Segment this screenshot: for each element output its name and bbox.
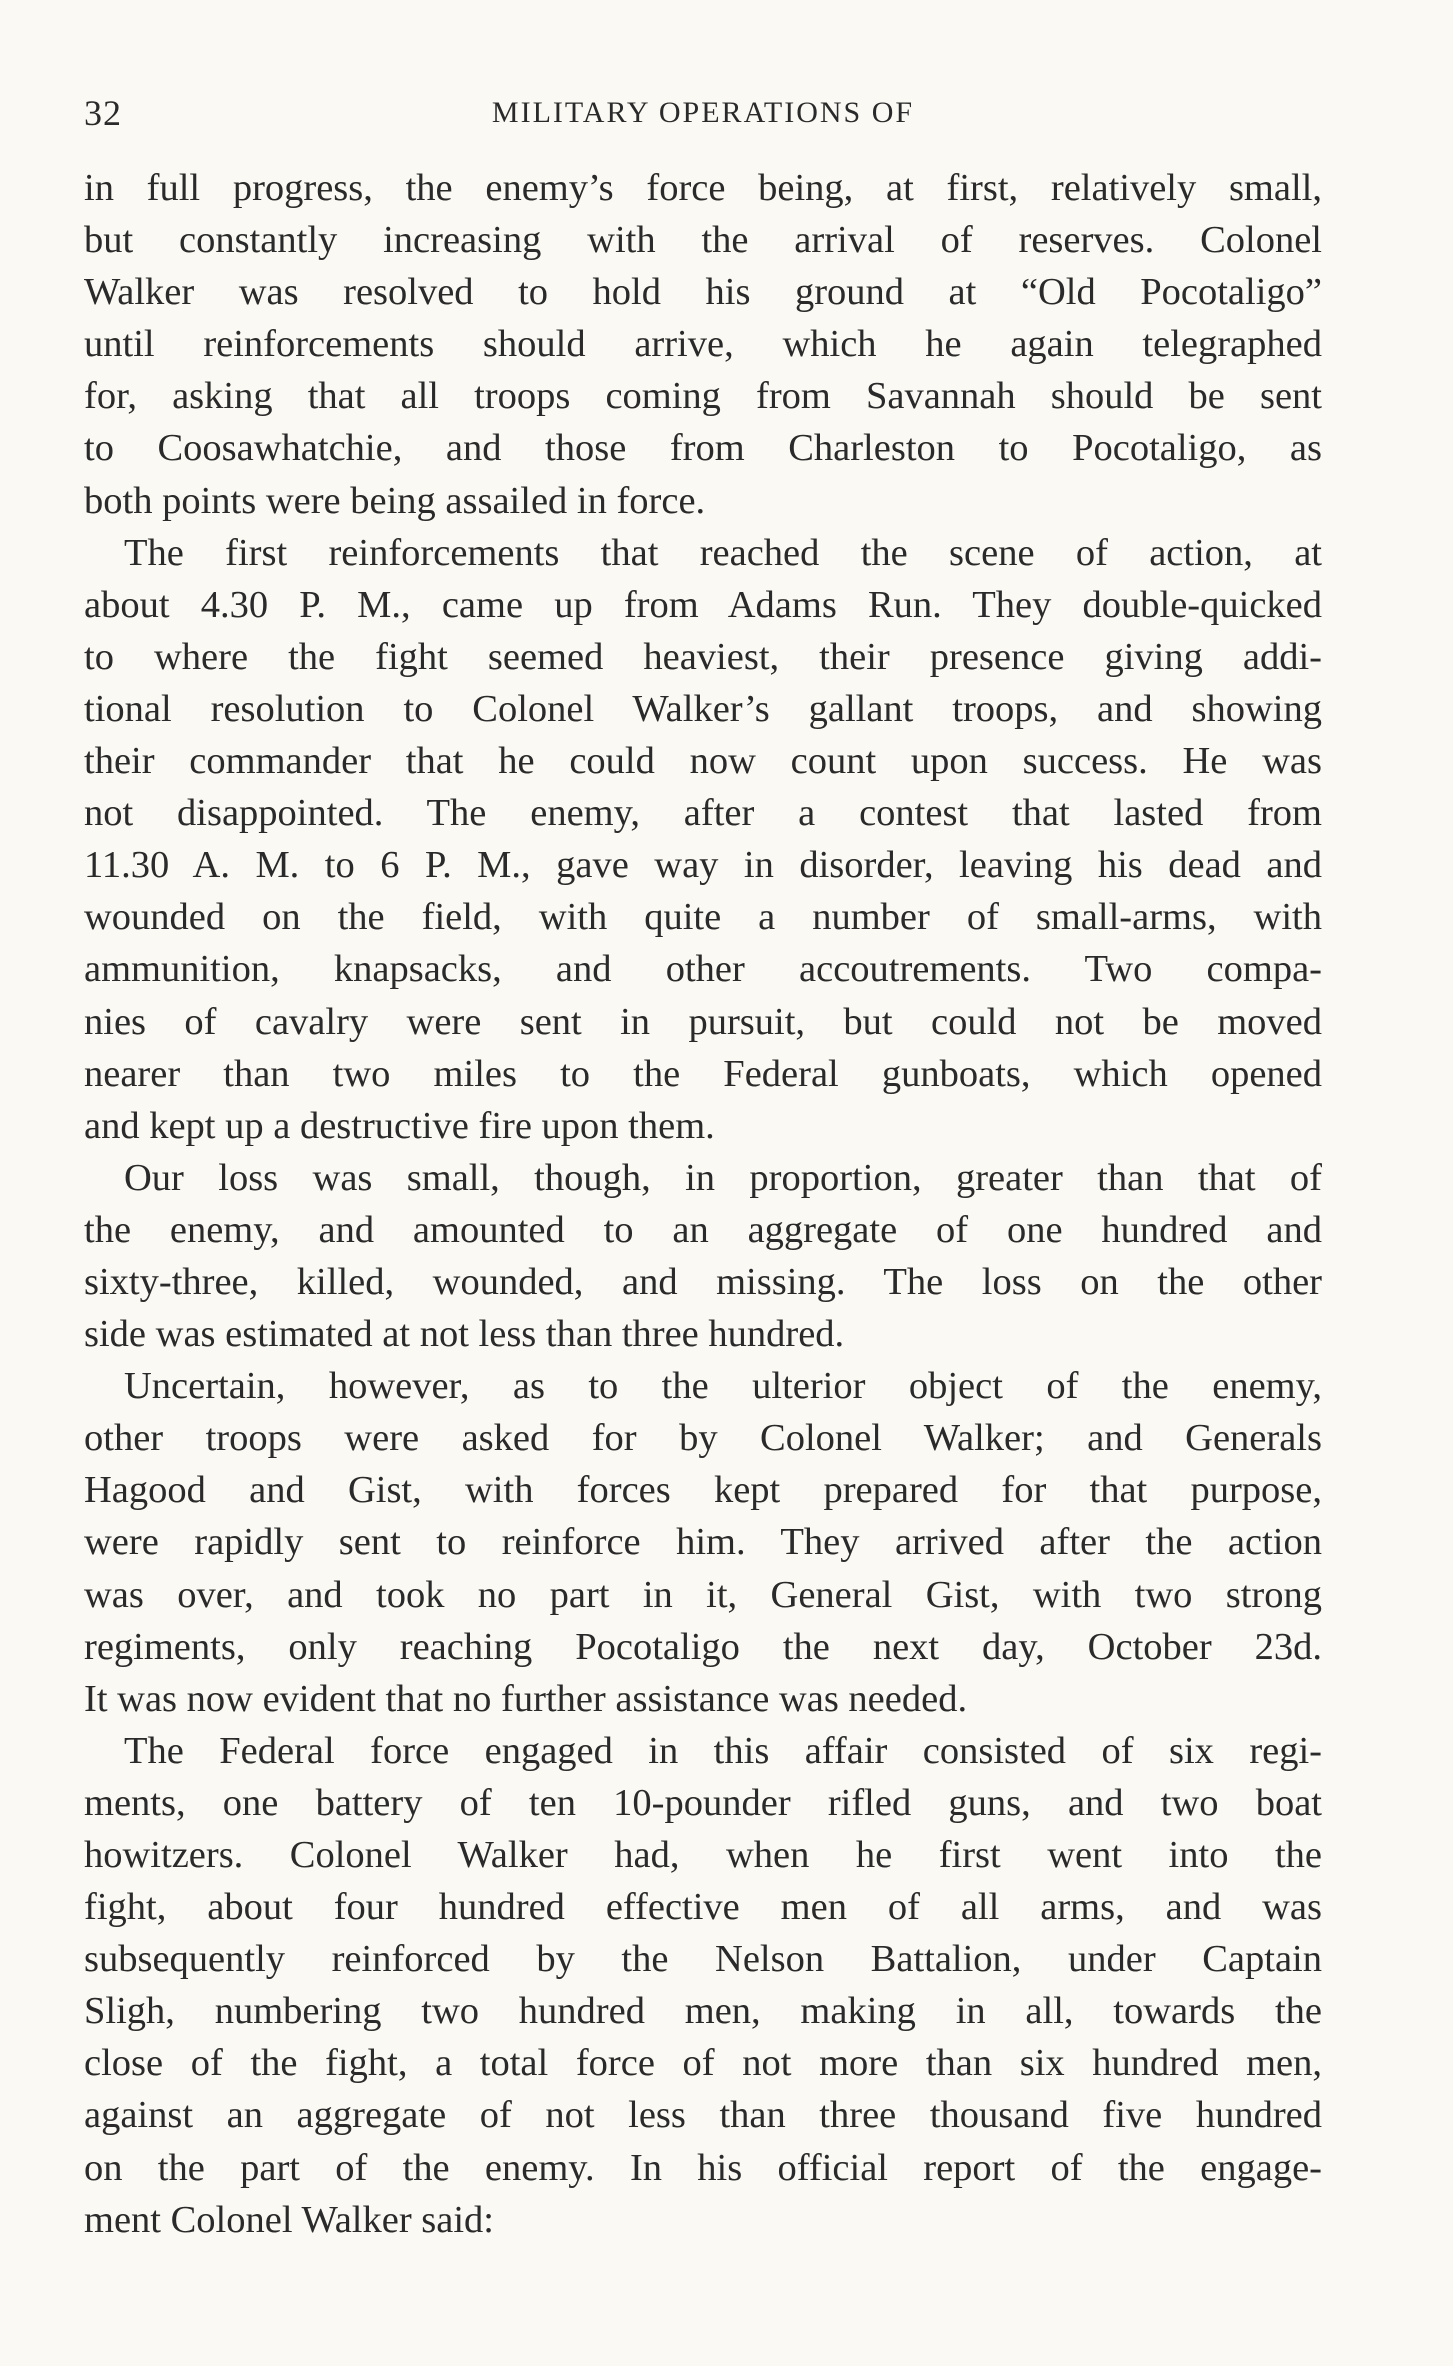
text-line: ments, one battery of ten 10-pounder rifled guns, and two boat bbox=[84, 1781, 1322, 1824]
text-line: both points were being assailed in force. bbox=[84, 479, 706, 522]
text-line: other troops were asked for by Colonel Walker; and Generals bbox=[84, 1417, 1322, 1460]
text-line: nies of cavalry were sent in pursuit, but could not be moved bbox=[84, 1000, 1322, 1043]
text-line: regiments, only reaching Pocotaligo the next day, October 23d. bbox=[84, 1625, 1322, 1668]
text-line: was over, and took no part in it, General Gist, with two strong bbox=[84, 1573, 1322, 1616]
text-line: ment Colonel Walker said: bbox=[84, 2198, 494, 2241]
text-line: side was estimated at not less than three hundred. bbox=[84, 1313, 845, 1356]
text-line: The first reinforcements that reached the scene of action, at bbox=[124, 531, 1322, 574]
text-line: to where the fight seemed heaviest, their presence giving addi- bbox=[84, 635, 1322, 678]
text-line: Our loss was small, though, in proportion, greater than that of bbox=[124, 1156, 1322, 1199]
body-text bbox=[84, 162, 1322, 2246]
running-head: MILITARY OPERATIONS OF bbox=[491, 96, 915, 129]
page-header bbox=[84, 92, 1322, 142]
text-line: Uncertain, however, as to the ulterior object of the enemy, bbox=[124, 1365, 1322, 1408]
text-line: and kept up a destructive fire upon them. bbox=[84, 1104, 715, 1147]
text-line: about 4.30 P. M., came up from Adams Run. They double-quicked bbox=[84, 583, 1322, 626]
text-line: but constantly increasing with the arrival of reserves. Colonel bbox=[84, 219, 1322, 262]
text-line: the enemy, and amounted to an aggregate of one hundred and bbox=[84, 1208, 1322, 1251]
text-line: on the part of the enemy. In his official report of the engage- bbox=[84, 2146, 1322, 2189]
page-number: 32 bbox=[84, 93, 122, 133]
text-line: Sligh, numbering two hundred men, making in all, towards the bbox=[84, 1990, 1322, 2033]
text-line: their commander that he could now count upon success. He was bbox=[84, 740, 1322, 783]
text-line: in full progress, the enemy’s force being, at first, relatively small, bbox=[84, 167, 1322, 209]
text-line: for, asking that all troops coming from Savannah should be sent bbox=[84, 375, 1322, 418]
text-line: fight, about four hundred effective men of all arms, and was bbox=[84, 1886, 1322, 1929]
text-line: against an aggregate of not less than three thousand five hundred bbox=[84, 2094, 1322, 2137]
text-line: Hagood and Gist, with forces kept prepared for that purpose, bbox=[84, 1469, 1322, 1512]
text-line: subsequently reinforced by the Nelson Battalion, under Captain bbox=[84, 1938, 1322, 1981]
text-line: not disappointed. The enemy, after a contest that lasted from bbox=[84, 792, 1322, 835]
text-line: to Coosawhatchie, and those from Charleston to Pocotaligo, as bbox=[84, 427, 1322, 470]
text-line: were rapidly sent to reinforce him. They arrived after the action bbox=[84, 1521, 1322, 1564]
text-line: tional resolution to Colonel Walker’s gallant troops, and showing bbox=[84, 687, 1322, 730]
text-line: sixty-three, killed, wounded, and missing. The loss on the other bbox=[84, 1260, 1322, 1303]
text-line: The Federal force engaged in this affair consisted of six regi- bbox=[124, 1729, 1322, 1772]
text-line: until reinforcements should arrive, which he again telegraphed bbox=[84, 323, 1322, 366]
text-line: close of the fight, a total force of not more than six hundred men, bbox=[84, 2042, 1322, 2085]
text-line: ammunition, knapsacks, and other accoutrements. Two compa- bbox=[84, 948, 1322, 991]
text-line: It was now evident that no further assistance was needed. bbox=[84, 1677, 968, 1720]
text-line: Walker was resolved to hold his ground at “Old Pocotaligo” bbox=[84, 271, 1322, 314]
text-line: nearer than two miles to the Federal gunboats, which opened bbox=[84, 1052, 1322, 1095]
text-line: wounded on the field, with quite a number of small-arms, with bbox=[84, 896, 1322, 939]
text-line: 11.30 A. M. to 6 P. M., gave way in disorder, leaving his dead and bbox=[84, 844, 1322, 887]
text-line: howitzers. Colonel Walker had, when he first went into the bbox=[84, 1834, 1322, 1876]
